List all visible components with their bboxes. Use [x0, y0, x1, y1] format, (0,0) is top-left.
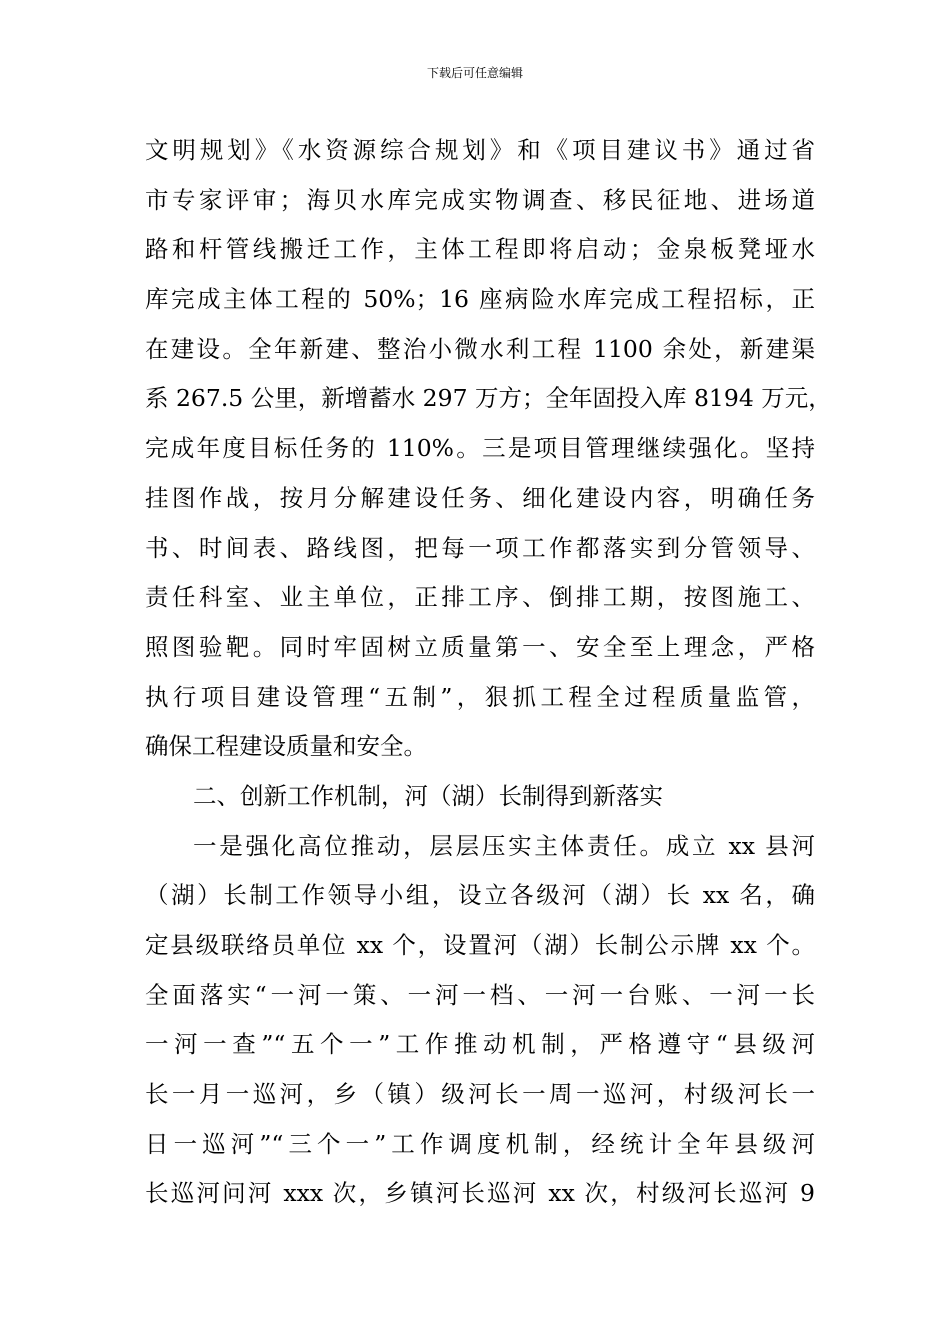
text-line: 执行项目建设管理“五制”，狠抓工程全过程质量监管，	[145, 682, 815, 711]
text-line: 长一月一巡河，乡（镇）级河长一周一巡河，村级河长一	[145, 1080, 815, 1109]
text-line: 系 267.5 公里，新增蓄水 297 万方；全年固投入库 8194 万元，	[145, 384, 832, 413]
text-line: 路和杆管线搬迁工作，主体工程即将启动；金泉板凳垭水	[145, 235, 815, 264]
text-line: 在建设。全年新建、整治小微水利工程 1100 余处，新建渠	[145, 334, 815, 363]
text-line: 文明规划》《水资源综合规划》和《项目建议书》通过省	[145, 136, 815, 164]
text-line: 市专家评审；海贝水库完成实物调查、移民征地、进场道	[145, 185, 815, 214]
section-heading: 二、创新工作机制，河（湖）长制得到新落实	[193, 781, 663, 810]
text-line: 挂图作战，按月分解建设任务、细化建设内容，明确任务	[145, 483, 815, 512]
text-line: 定县级联络员单位 xx 个，设置河（湖）长制公示牌 xx 个。	[145, 931, 815, 959]
text-line: 照图验靶。同时牢固树立质量第一、安全至上理念，严格	[145, 632, 815, 661]
text-line: 日一巡河”“三个一”工作调度机制，经统计全年县级河	[145, 1129, 815, 1158]
text-line: 一河一查”“五个一”工作推动机制，严格遵守“县级河	[145, 1030, 815, 1059]
text-line: 完成年度目标任务的 110%。三是项目管理继续强化。坚持	[145, 434, 815, 463]
text-line: 库完成主体工程的 50%；16 座病险水库完成工程招标，正	[145, 285, 815, 314]
text-line: （湖）长制工作领导小组，设立各级河（湖）长 xx 名，确	[145, 881, 815, 910]
document-body	[145, 126, 832, 1219]
text-line: 长巡河问河 xxx 次，乡镇河长巡河 xx 次，村级河长巡河 9	[145, 1179, 815, 1208]
paragraph-end-line: 确保工程建设质量和安全。	[145, 732, 427, 761]
text-line: 责任科室、业主单位，正排工序、倒排工期，按图施工、	[145, 583, 815, 612]
text-line: 全面落实“一河一策、一河一档、一河一台账、一河一长	[145, 980, 815, 1009]
paragraph-first-line: 一是强化高位推动，层层压实主体责任。成立 xx 县河	[193, 831, 815, 860]
page-header-note: 下载后可任意编辑	[426, 66, 523, 80]
text-line: 书、时间表、路线图，把每一项工作都落实到分管领导、	[145, 533, 815, 562]
